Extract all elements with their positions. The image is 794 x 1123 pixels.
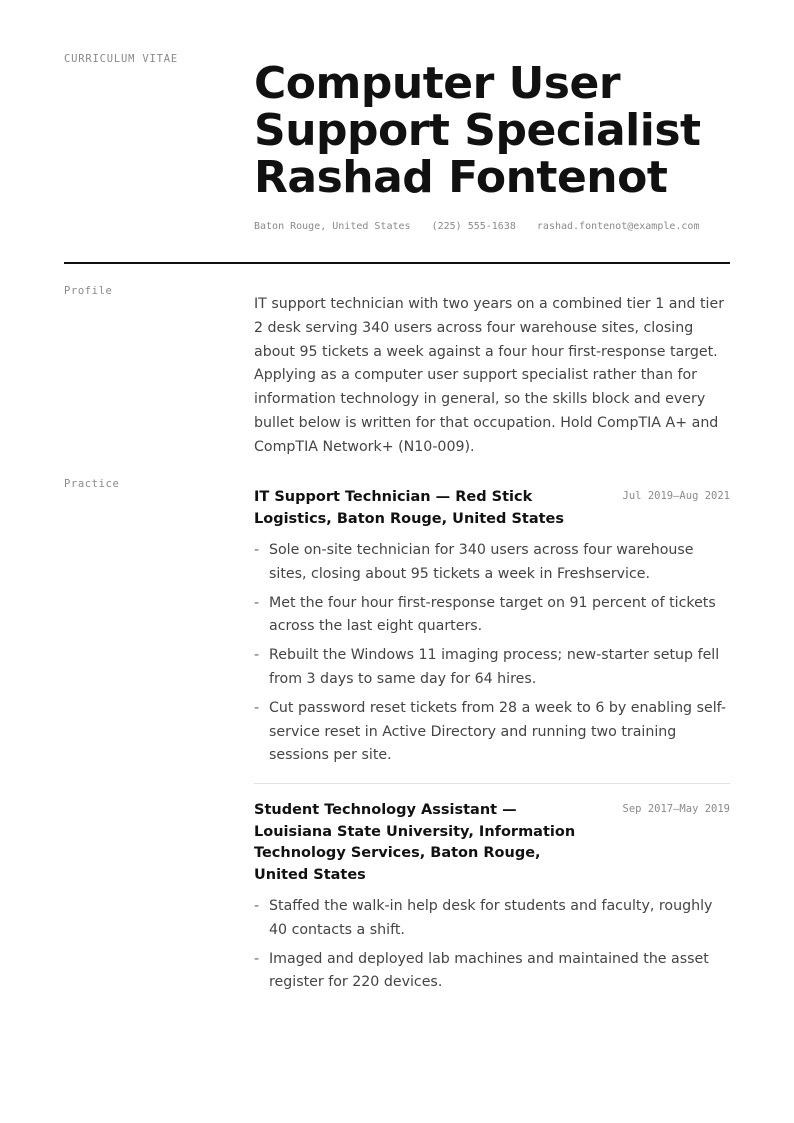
document-kicker: CURRICULUM VITAE (64, 53, 178, 65)
job-title: Student Technology Assistant — Louisiana State University, Information Technology Services, Baton Rouge, United States (254, 802, 576, 883)
profile-summary: IT support technician with two years on a combined tier 1 and tier 2 desk serving 340 users across four warehouse sites, closing about 95 tickets a week against a four hour first-response target. Applying as a computer user support specialist rather than for information technology in general, so the skills block and every bullet below is written for that occupation. Hold CompTIA A+ and CompTIA Network+ (N10-009). (254, 296, 725, 455)
list-item: - Rebuilt the Windows 11 imaging process; new-starter setup fell from 3 days to same day for 64 hires. (254, 644, 730, 692)
job-bullets (254, 539, 730, 768)
job-header (254, 800, 730, 886)
title-line-1: Computer User (254, 58, 621, 109)
job-dates: Sep 2017–May 2019 (622, 803, 730, 815)
list-item: - Sole on-site technician for 340 users across four warehouse sites, closing about 95 tickets a week in Freshservice. (254, 539, 730, 587)
job-title: IT Support Technician — Red Stick Logistics, Baton Rouge, United States (254, 489, 565, 527)
list-item: - Staffed the walk-in help desk for students and faculty, roughly 40 contacts a shift. (254, 895, 730, 943)
job-entry (254, 800, 730, 1000)
list-item: - Met the four hour first-response target on 91 percent of tickets across the last eight quarters. (254, 592, 730, 640)
contact-phone: (225) 555-1638 (431, 221, 516, 232)
section-label-practice: Practice (64, 478, 120, 490)
job-divider (254, 783, 730, 784)
title-line-3: Rashad Fontenot (254, 152, 668, 203)
page-title (254, 60, 744, 201)
header-divider (64, 262, 730, 264)
contact-line (254, 221, 699, 232)
title-line-2: Support Specialist (254, 105, 701, 156)
section-label-profile: Profile (64, 285, 113, 297)
list-item: - Cut password reset tickets from 28 a week to 6 by enabling self-service reset in Active Directory and running two training sessions per site. (254, 697, 730, 768)
job-bullets (254, 895, 730, 995)
job-dates: Jul 2019–Aug 2021 (622, 490, 730, 502)
job-header (254, 487, 730, 530)
contact-email: rashad.fontenot@example.com (536, 221, 700, 232)
list-item: - Imaged and deployed lab machines and maintained the asset register for 220 devices. (254, 948, 730, 996)
job-entry (254, 487, 730, 773)
contact-location: Baton Rouge, United States (254, 221, 411, 232)
